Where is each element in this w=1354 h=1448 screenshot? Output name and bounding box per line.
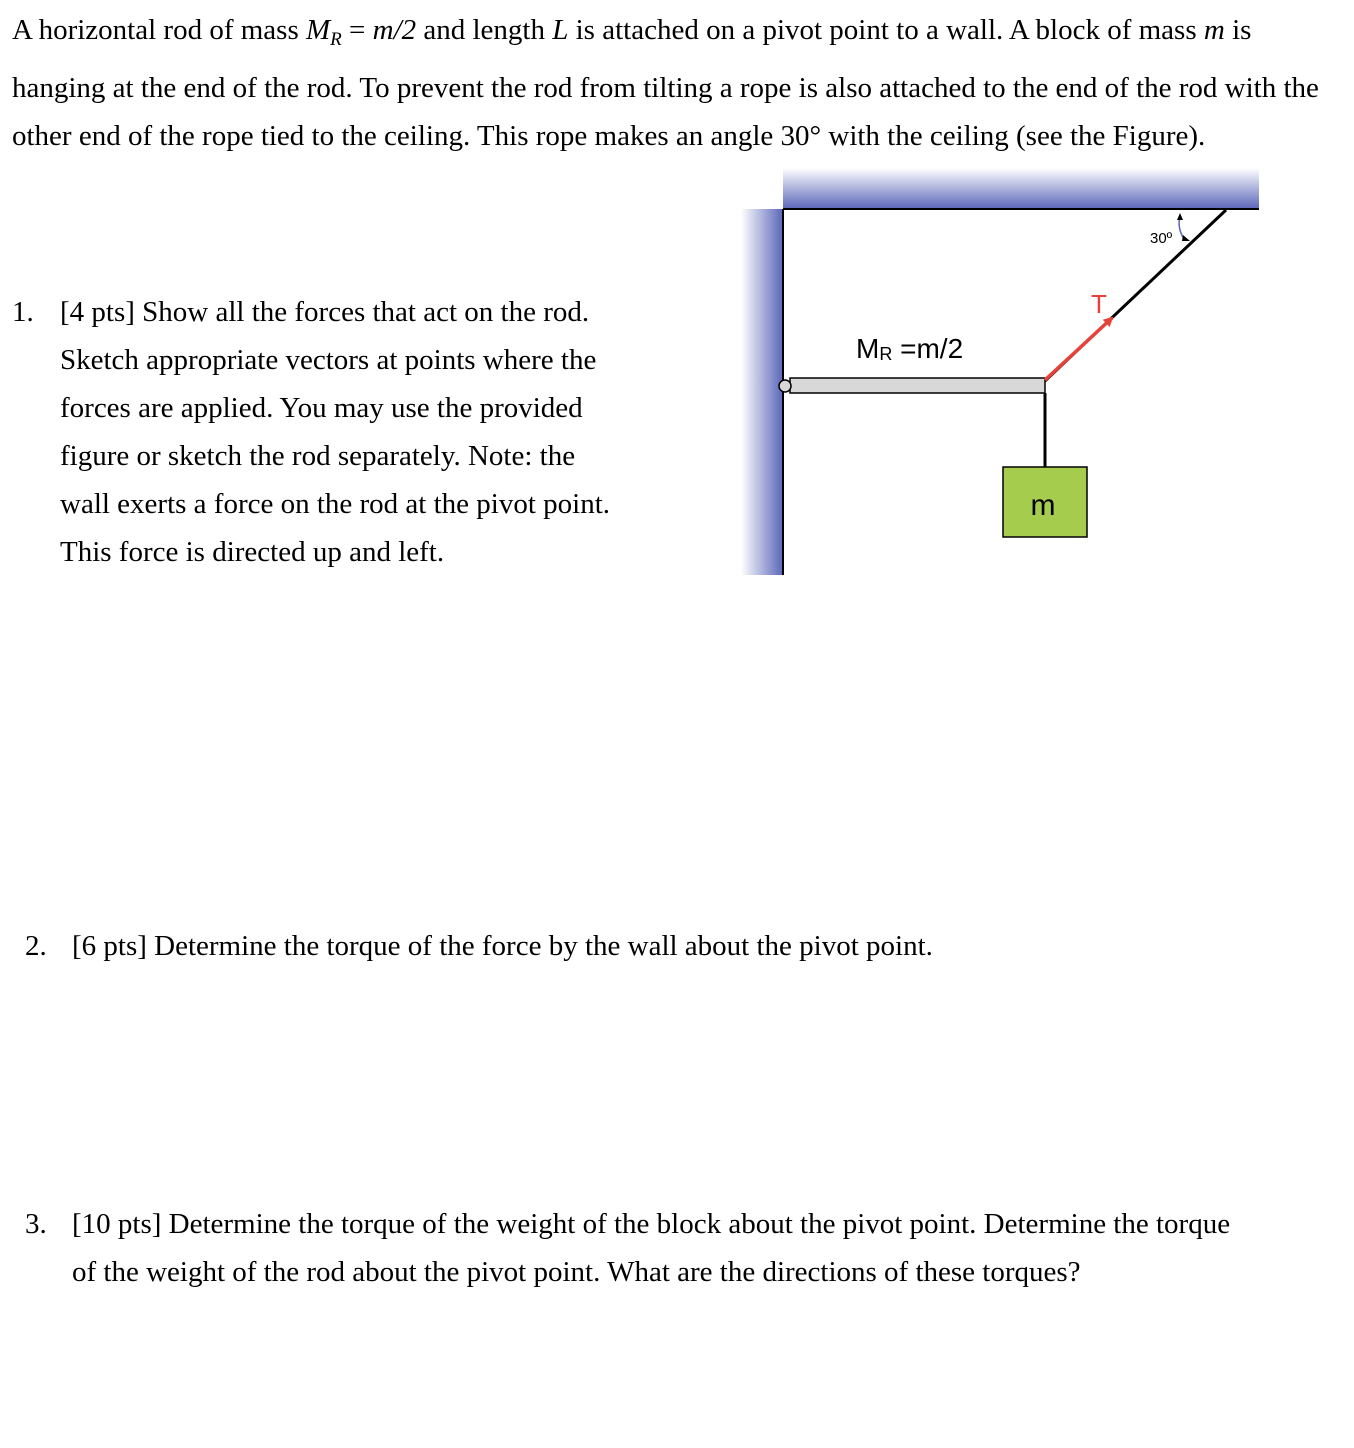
question-number: 3. (25, 1208, 47, 1240)
question-text: [10 pts] Determine the torque of the weight of the block about the pivot point. Determine the torque of the weight of the rod about the pivot point. What are the directions of these torques? (72, 1208, 1231, 1288)
question-number: 1. (12, 296, 34, 328)
problem-statement: A horizontal rod of mass $M_R = m/2$ and length L is attached on a pivot point to a wall. A block of mass m is hanging at the end of the rod. To prevent the rod from tilting a rope is also attached to the end of the rod with the other end of the rope tied to the ceiling. This rope makes an angle 30° with the ceiling (see the Figure). (12, 14, 1319, 152)
rod-mass-subscript: R (330, 29, 342, 50)
question-text: [6 pts] Determine the torque of the force by the wall about the pivot point. (72, 930, 933, 962)
angle-arc-arrowhead (1182, 235, 1190, 241)
block-mass-symbol: m (1203, 14, 1225, 46)
question-number: 2. (25, 930, 47, 962)
rod (790, 378, 1045, 393)
rod-mass-label: MR =m/2 (856, 333, 964, 364)
angle-label: 30º (1150, 230, 1173, 247)
m-over-2: m/2 (372, 14, 417, 46)
ceiling (783, 168, 1259, 209)
tension-arrow (1045, 318, 1112, 380)
question-text: [4 pts] Show all the forces that act on the rod. Sketch appropriate vectors at points where the forces are applied. You may use the provided figure or sketch the rod separately. Note: the wall exerts a force on the rod at the pivot point. This force is directed up and left. (60, 296, 611, 568)
tension-label: T (1091, 289, 1107, 319)
wall (741, 209, 783, 575)
angle-arc-arrowhead (1177, 213, 1183, 220)
block-label: m (1030, 489, 1056, 522)
pivot-point (779, 380, 791, 392)
length-symbol: L (552, 14, 569, 46)
rod-mass-symbol: M (305, 14, 331, 46)
